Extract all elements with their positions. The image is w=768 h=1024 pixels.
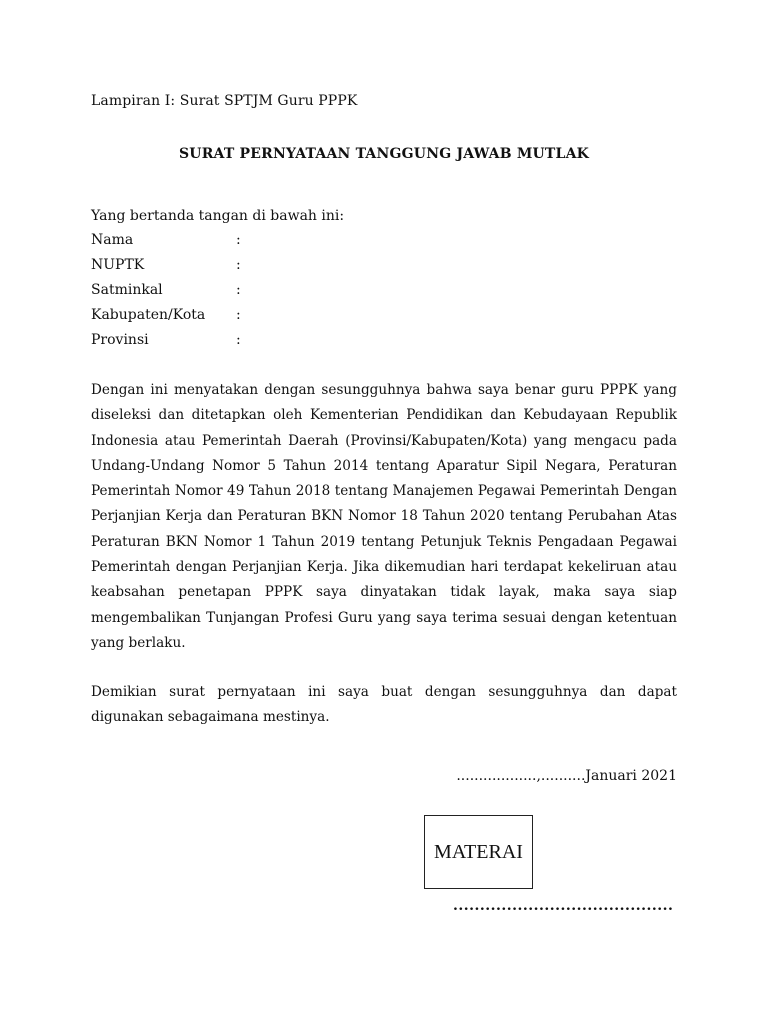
statement-paragraph: Dengan ini menyatakan dengan sesungguhnya bahwa saya benar guru PPPK yang diseleksi dan ditetapkan oleh Kementerian Pendidikan dan Kebudayaan Republik Indonesia atau Pemerintah Daerah (Provinsi/Kabupaten/Kota) yang mengacu pada Undang-Undang Nomor 5 Tahun 2014 tentang Aparatur Sipil Negara, Peraturan Pemerintah Nomor 49 Tahun 2018 tentang Manajemen Pegawai Pemerintah Dengan Perjanjian Kerja dan Peraturan BKN Nomor 18 Tahun 2020 tentang Perubahan Atas Peraturan BKN Nomor 1 Tahun 2019 tentang Petunjuk Teknis Pengadaan Pegawai Pemerintah dengan Perjanjian Kerja. Jika dikemudian hari terdapat kekeliruan atau keabsahan penetapan PPPK saya dinyatakan tidak layak, maka saya siap mengembalikan Tunjangan Profesi Guru yang saya terima sesuai dengan ketentuan yang berlaku. [91,382,677,651]
field-colon: : [236,307,241,323]
field-nama [91,232,391,257]
field-kabupaten-kota [91,307,391,332]
field-provinsi [91,332,391,357]
attachment-label: Lampiran I: Surat SPTJM Guru PPPK [91,93,358,109]
field-satminkal [91,282,391,307]
field-colon: : [236,332,241,348]
field-label-provinsi: Provinsi [91,332,149,348]
field-colon: : [236,232,241,248]
document-title: SURAT PERNYATAAN TANGGUNG JAWAB MUTLAK [178,146,590,162]
closing-paragraph: Demikian surat pernyataan ini saya buat dengan sesungguhnya dan dapat digunakan sebagaimana mestinya. [91,684,677,726]
field-label-nuptk: NUPTK [91,257,145,273]
field-colon: : [236,257,241,273]
field-label-kabupaten-kota: Kabupaten/Kota [91,307,206,323]
signature-line: ......................................... [453,898,674,914]
field-label-nama: Nama [91,232,134,248]
intro-text: Yang bertanda tangan di bawah ini: [91,208,345,224]
field-nuptk [91,257,391,282]
materai-label: MATERAI [434,840,523,863]
materai-stamp-box [424,815,533,889]
date-line: ..................,..........Januari 2021 [456,768,677,784]
field-colon: : [236,282,241,298]
field-label-satminkal: Satminkal [91,282,163,298]
identity-fields [91,232,391,357]
